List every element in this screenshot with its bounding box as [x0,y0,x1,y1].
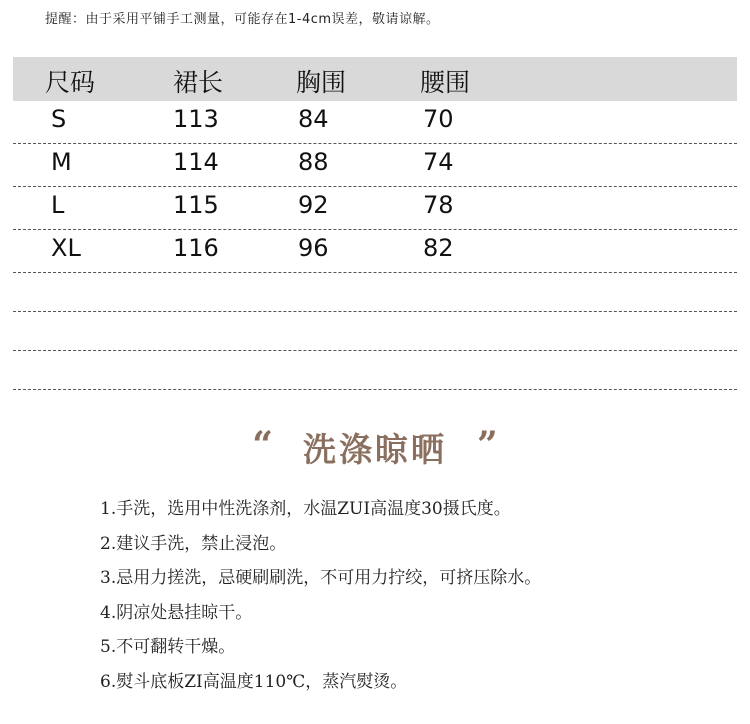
care-instructions-list [100,496,541,703]
header-bust: 胸围 [296,68,347,97]
care-instruction: 3.忌用力搓洗，忌硬刷刷洗，不可用力拧绞，可挤压除水。 [100,568,542,588]
size-cell: L [51,191,65,219]
header-length: 裙长 [173,68,224,97]
waist-cell: 70 [423,105,454,133]
care-instruction: 4.阴凉处悬挂晾干。 [100,602,253,623]
length-cell: 113 [173,105,219,133]
length-cell: 114 [173,148,219,176]
size-cell: XL [51,234,81,262]
close-quote-mark: ” [477,424,498,466]
length-cell: 115 [173,191,219,219]
empty-table-row [13,273,737,312]
header-size: 尺码 [45,68,96,97]
care-instruction: 1.手洗，选用中性洗涤剂，水温ZUI高温度30摄氏度。 [100,499,511,519]
size-table-header [13,57,737,101]
bust-cell: 96 [298,234,329,262]
wash-care-heading: 洗涤晾晒 [303,430,447,469]
care-instruction: 5.不可翻转干燥。 [100,637,236,657]
bust-cell: 92 [298,191,329,219]
size-table [13,57,737,390]
empty-table-row [13,312,737,351]
wash-care-title [0,424,750,471]
table-row [13,230,737,273]
size-cell: S [51,105,67,133]
size-cell: M [51,148,72,176]
care-instruction: 6.熨斗底板ZI高温度110℃，蒸汽熨烫。 [100,671,408,692]
bust-cell: 88 [298,148,329,176]
table-row [13,187,737,230]
table-row [13,101,737,144]
waist-cell: 82 [423,234,454,262]
empty-table-row [13,351,737,390]
bust-cell: 84 [298,105,329,133]
header-waist: 腰围 [420,68,471,97]
waist-cell: 74 [423,148,454,176]
open-quote-mark: “ [252,424,273,466]
measurement-notice: 提醒：由于采用平铺手工测量，可能存在1-4cm误差，敬请谅解。 [45,12,440,27]
table-row [13,144,737,187]
care-instruction: 2.建议手洗，禁止浸泡。 [100,533,287,554]
length-cell: 116 [173,234,219,262]
waist-cell: 78 [423,191,454,219]
